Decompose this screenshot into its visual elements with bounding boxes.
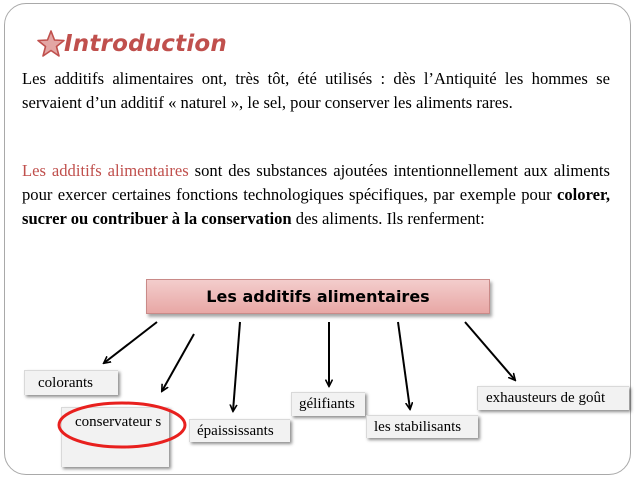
intro-paragraph: Les additifs alimentaires ont, très tôt, été utilisés : dès l’Antiquité les hommes se servaient d’un additif « naturel », le sel, pour conserver les aliments rares. bbox=[22, 69, 610, 112]
arrow-exhausteurs bbox=[465, 322, 515, 380]
leaf-gelifiants: gélifiants bbox=[291, 392, 365, 416]
leaf-stabilisants: les stabilisants bbox=[366, 415, 478, 438]
leaf-exhausteurs: exhausteurs de goût bbox=[477, 386, 629, 410]
definition-bold: colorer, sucrer ou contribuer à la conservation bbox=[22, 185, 610, 228]
slide-title: Introduction bbox=[64, 31, 227, 57]
arrow-colorants bbox=[104, 322, 157, 363]
leaf-conservateurs: conservateur s bbox=[61, 407, 169, 467]
definition-text-1: sont des substances ajoutées intentionnellement aux aliments pour exercer certaines fonctions technologiques spécifiques, par exemple pour bbox=[22, 161, 610, 204]
leaf-epaississants: épaississants bbox=[189, 419, 290, 442]
arrow-stabilisants bbox=[398, 322, 410, 409]
leaf-colorants: colorants bbox=[24, 370, 118, 395]
definition-highlight: Les additifs alimentaires bbox=[22, 161, 189, 180]
center-node: Les additifs alimentaires bbox=[146, 279, 490, 314]
arrow-conservateurs bbox=[162, 334, 194, 391]
definition-text-2: des aliments. Ils renferment: bbox=[291, 209, 485, 228]
arrow-epaississants bbox=[233, 322, 240, 411]
